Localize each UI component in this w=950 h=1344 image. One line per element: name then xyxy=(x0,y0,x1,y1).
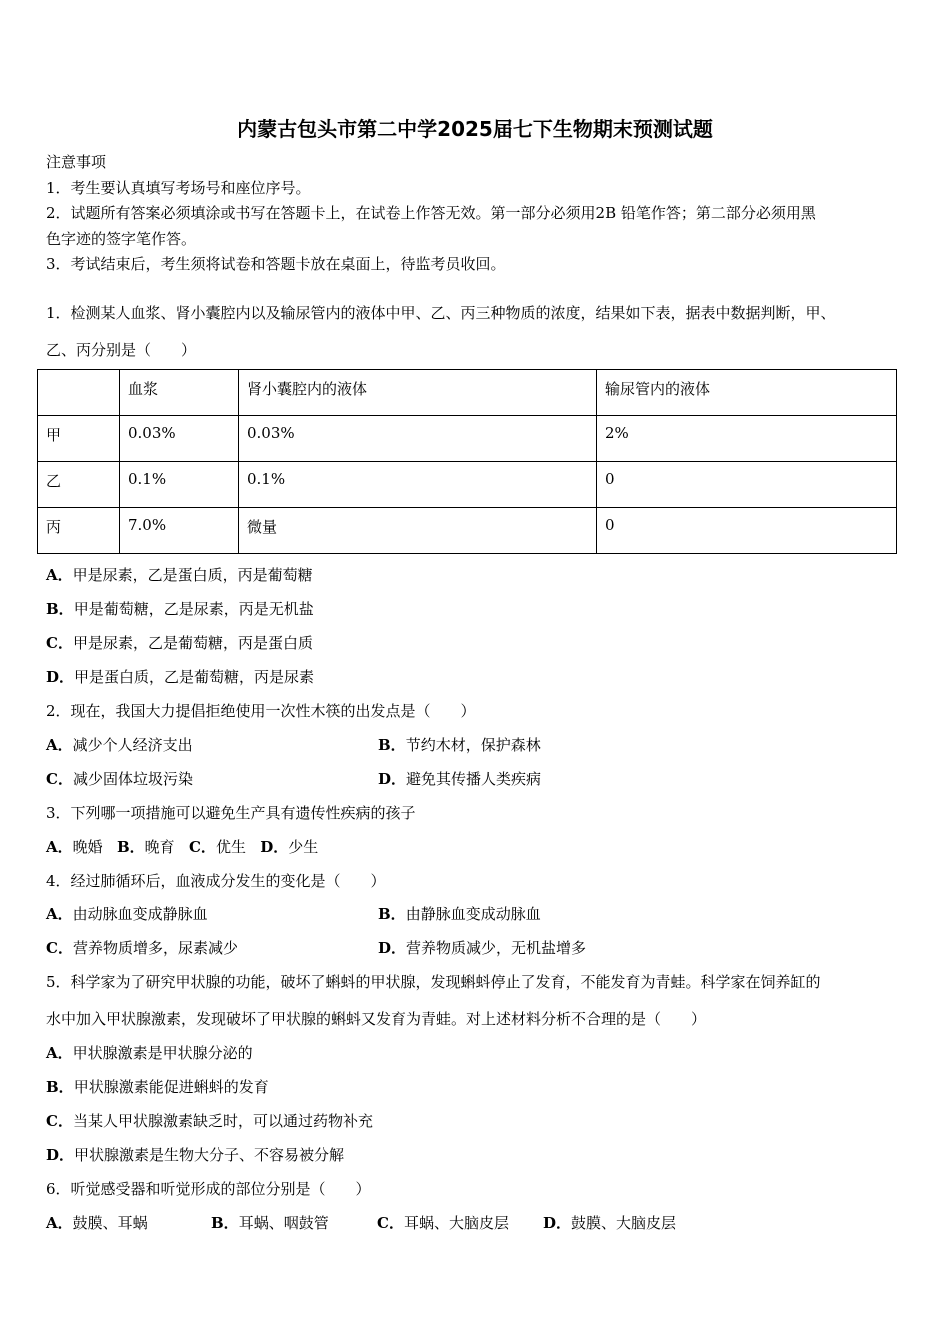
q6-option-a[interactable] xyxy=(46,1212,148,1233)
option-label: C． xyxy=(46,634,73,652)
option-text: 减少个人经济支出 xyxy=(72,736,193,754)
option-label: C． xyxy=(46,939,73,957)
option-label: A． xyxy=(46,838,73,856)
option-text: 甲状腺激素是生物大分子、不容易被分解 xyxy=(74,1146,345,1164)
option-text: 减少固体垃圾污染 xyxy=(72,770,193,788)
q5-option-a[interactable] xyxy=(46,1042,253,1063)
option-text: 耳蜗、咽鼓管 xyxy=(238,1214,329,1232)
notice-heading: 注意事项 xyxy=(46,153,107,171)
table-header-cell: 输尿管内的液体 xyxy=(597,370,897,416)
option-text: 鼓膜、耳蜗 xyxy=(72,1214,148,1232)
q6-option-b[interactable] xyxy=(211,1212,329,1233)
table-row xyxy=(38,416,897,462)
option-text: 避免其传播人类疾病 xyxy=(406,770,542,788)
q5-option-b[interactable] xyxy=(46,1076,269,1097)
table-row xyxy=(38,462,897,508)
option-label: C． xyxy=(377,1214,404,1232)
option-text: 营养物质减少，无机盐增多 xyxy=(406,939,587,957)
option-text: 晚育 xyxy=(144,838,175,856)
notice-item: 2．试题所有答案必须填涂或书写在答题卡上，在试卷上作答无效。第一部分必须用2B 铅笔作答；第二部分必须用黑 xyxy=(46,204,816,222)
q2-option-a[interactable] xyxy=(46,734,193,755)
option-label: A． xyxy=(46,1214,73,1232)
q5-stem: 5．科学家为了研究甲状腺的功能，破坏了蝌蚪的甲状腺，发现蝌蚪停止了发育，不能发育为青蛙。科学家在饲养缸的 xyxy=(46,973,821,991)
option-text: 甲是尿素，乙是葡萄糖，丙是蛋白质 xyxy=(72,634,313,652)
q6-option-c[interactable] xyxy=(377,1212,509,1233)
q1-data-table xyxy=(37,369,897,554)
option-label: A． xyxy=(46,905,73,923)
table-header-cell xyxy=(38,370,120,416)
option-text: 由动脉血变成静脉血 xyxy=(72,905,208,923)
option-label: A． xyxy=(46,566,73,584)
table-cell: 7.0% xyxy=(120,508,239,554)
option-label: D． xyxy=(46,1146,75,1164)
option-label: B． xyxy=(378,736,406,754)
option-label: B． xyxy=(116,838,145,856)
q1-option-d[interactable] xyxy=(46,666,314,687)
table-row xyxy=(38,508,897,554)
q2-option-b[interactable] xyxy=(378,734,541,755)
option-label: B． xyxy=(211,1214,239,1232)
option-label: C． xyxy=(46,1112,73,1130)
table-cell: 0 xyxy=(597,462,897,508)
option-text: 营养物质增多，尿素减少 xyxy=(72,939,238,957)
option-text: 当某人甲状腺激素缺乏时，可以通过药物补充 xyxy=(72,1112,373,1130)
option-label: A． xyxy=(46,1044,73,1062)
option-text: 甲状腺激素能促进蝌蚪的发育 xyxy=(73,1078,269,1096)
notice-item: 3．考试结束后，考生须将试卷和答题卡放在桌面上，待监考员收回。 xyxy=(46,255,506,273)
option-text: 耳蜗、大脑皮层 xyxy=(403,1214,509,1232)
q4-option-c[interactable] xyxy=(46,937,238,958)
q1-option-a[interactable] xyxy=(46,564,313,585)
q4-option-b[interactable] xyxy=(378,903,541,924)
q4-stem: 4．经过肺循环后，血液成分发生的变化是（ ） xyxy=(46,872,386,890)
table-header-cell: 血浆 xyxy=(120,370,239,416)
table-cell: 0.03% xyxy=(120,416,239,462)
q2-option-d[interactable] xyxy=(378,768,541,789)
q3-options-row xyxy=(46,836,318,857)
option-text: 晚婚 xyxy=(72,838,103,856)
q2-stem: 2．现在，我国大力提倡拒绝使用一次性木筷的出发点是（ ） xyxy=(46,702,476,720)
option-label: D． xyxy=(543,1214,572,1232)
q3-option-d[interactable] xyxy=(260,838,318,856)
table-header-row xyxy=(38,370,897,416)
option-text: 鼓膜、大脑皮层 xyxy=(571,1214,677,1232)
table-cell: 丙 xyxy=(38,508,120,554)
option-label: D． xyxy=(378,770,407,788)
page-title: 内蒙古包头市第二中学2025届七下生物期末预测试题 xyxy=(237,117,713,141)
option-label: A． xyxy=(46,736,73,754)
q1-stem-cont: 乙、丙分别是（ ） xyxy=(46,341,197,359)
notice-item: 色字迹的签字笔作答。 xyxy=(46,230,197,248)
option-label: D． xyxy=(46,668,75,686)
table-cell: 甲 xyxy=(38,416,120,462)
table-header-cell: 肾小囊腔内的液体 xyxy=(239,370,597,416)
q1-option-b[interactable] xyxy=(46,598,314,619)
q5-option-d[interactable] xyxy=(46,1144,344,1165)
table-cell: 乙 xyxy=(38,462,120,508)
q5-option-c[interactable] xyxy=(46,1110,373,1131)
option-label: C． xyxy=(46,770,73,788)
table-cell: 0.1% xyxy=(120,462,239,508)
q6-option-d[interactable] xyxy=(543,1212,676,1233)
q1-option-c[interactable] xyxy=(46,632,313,653)
option-text: 节约木材，保护森林 xyxy=(405,736,541,754)
option-text: 由静脉血变成动脉血 xyxy=(405,905,541,923)
option-text: 甲状腺激素是甲状腺分泌的 xyxy=(72,1044,253,1062)
q3-option-b[interactable] xyxy=(117,838,175,856)
q1-stem: 1．检测某人血浆、肾小囊腔内以及输尿管内的液体中甲、乙、丙三种物质的浓度，结果如下表，据表中数据判断，甲、 xyxy=(46,304,836,322)
option-text: 甲是葡萄糖，乙是尿素，丙是无机盐 xyxy=(73,600,314,618)
q3-stem: 3．下列哪一项措施可以避免生产具有遗传性疾病的孩子 xyxy=(46,804,416,822)
option-label: B． xyxy=(378,905,406,923)
option-label: C． xyxy=(188,838,216,856)
option-label: B． xyxy=(46,1078,74,1096)
table-cell: 0 xyxy=(597,508,897,554)
q3-option-c[interactable] xyxy=(189,838,246,856)
option-text: 甲是蛋白质，乙是葡萄糖，丙是尿素 xyxy=(74,668,315,686)
table-cell: 0.03% xyxy=(239,416,597,462)
q4-option-a[interactable] xyxy=(46,903,208,924)
option-text: 甲是尿素，乙是蛋白质，丙是葡萄糖 xyxy=(72,566,313,584)
option-text: 优生 xyxy=(215,838,246,856)
q4-option-d[interactable] xyxy=(378,937,586,958)
q6-stem: 6．听觉感受器和听觉形成的部位分别是（ ） xyxy=(46,1180,371,1198)
option-label: D． xyxy=(260,838,289,856)
table-cell: 0.1% xyxy=(239,462,597,508)
option-label: B． xyxy=(46,600,74,618)
option-label: D． xyxy=(378,939,407,957)
q5-stem-cont: 水中加入甲状腺激素，发现破坏了甲状腺的蝌蚪又发育为青蛙。对上述材料分析不合理的是（ ） xyxy=(46,1010,707,1028)
table-cell: 微量 xyxy=(239,508,597,554)
option-text: 少生 xyxy=(288,838,319,856)
notice-item: 1．考生要认真填写考场号和座位序号。 xyxy=(46,179,311,197)
q3-option-a[interactable] xyxy=(46,838,103,856)
q2-option-c[interactable] xyxy=(46,768,193,789)
table-cell: 2% xyxy=(597,416,897,462)
